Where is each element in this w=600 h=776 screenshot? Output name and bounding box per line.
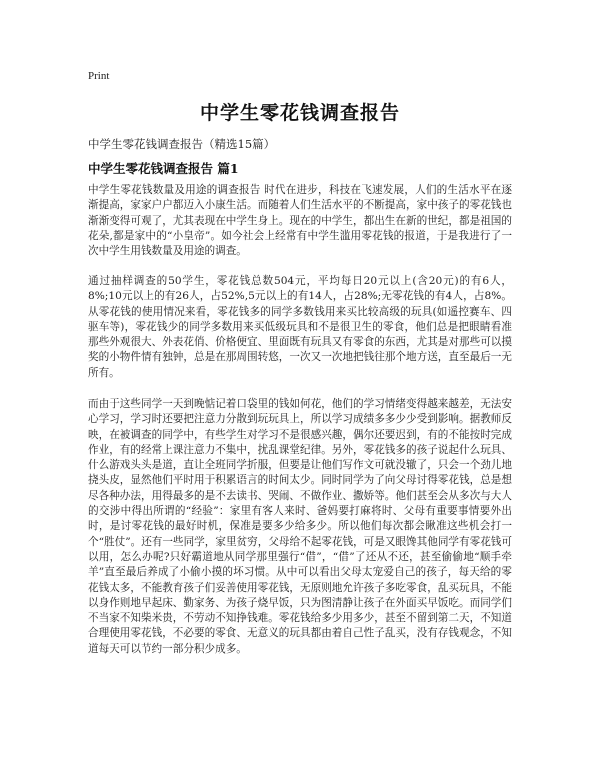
document-title: 中学生零花钱调查报告 bbox=[199, 102, 400, 124]
document-subtitle: 中学生零花钱调查报告（精选15篇） bbox=[88, 137, 276, 151]
section-heading: 中学生零花钱调查报告 篇1 bbox=[88, 161, 239, 176]
paragraph-analysis: 而由于这些同学一天到晚惦记着口袋里的钱如何花，他们的学习情绪变得越来越差，无法安心学习，学习时还要把注意力分散到玩玩具上，所以学习成绩多多少少受到影响。据教师反映，在被调查的同学中，有些学生对学习不是很感兴趣，偶尔还要迟到，有的不能按时完成作业，有的经常上课注意力不集中，扰乱课堂纪律。另外，零花钱多的孩子说起什么玩具、什么游戏头头是道，直让全班同学折服，但要是让他们写作文可就没辙了，只会一个劲儿地挠头皮，显然他们平时用于积累语言的时间太少。同时同学为了向父母讨得零花钱，总是想尽各种办法，用得最多的是不去读书、哭闹、不做作业、撒娇等。他们甚至会从多次与大人的交涉中得出所谓的“经验”：家里有客人来时、爸妈要打麻将时、父母有重要事情要外出时，是讨零花钱的最好时机，保准是要多少给多少。所以他们每次都会瞅准这些机会打一个“胜仗”。还有一些同学，家里贫穷，父母给不起零花钱，可是又眼馋其他同学有零花钱可以用，怎么办呢?只好霸道地从同学那里强行“借”，“借”了还从不还，甚至偷偷地“顺手牵羊”直至最后养成了小偷小摸的坏习惯。从中可以看出父母太宠爱自己的孩子，每天给的零花钱太多，不能教育孩子们妥善使用零花钱，无原则地允许孩子多吃零食，乱买玩具，不能以身作则地早起床、勤家务、为孩子烧早饭，只为图清静让孩子在外面买早饭吃。而同学们不当家不知柴米贵，不劳动不知挣钱难。零花钱给多少用多少，甚至不留到第二天，不知道合理使用零花钱，不必要的零食、无意义的玩具都由着自己性子乱买，没有存钱观念，不知道每天可以节约一部分积少成多。 bbox=[88, 398, 512, 655]
paragraph-survey-results: 通过抽样调查的50学生，零花钱总数504元，平均每日20元以上(含20元)的有6人，8%;10元以上的有26人，占52%,5元以上的有14人，占28%;无零花钱的有4人，占8%。从零花钱的使用情况来看，零花钱多的同学多数钱用来买比较高级的玩具(如遥控赛车、四驱车等)，零花钱少的同学多数用来买低级玩具和不是很卫生的零食，他们总是把眼睛看准那些外观很大、外表花俏、价格便宜、里面既有玩具又有零食的东西，尤其是对那些可以摸奖的小物件情有独钟，总是在那周围转悠，一次又一次地把钱往那个地方送，直至最后一无所有。 bbox=[88, 275, 512, 379]
print-label[interactable]: Print bbox=[88, 70, 110, 82]
paragraph-intro: 中学生零花钱数量及用途的调查报告 时代在进步，科技在飞速发展，人们的生活水平在逐渐提高，家家户户都迈入小康生活。而随着人们生活水平的不断提高，家中孩子的零花钱也渐渐变得可观了，尤其表现在中学生身上。现在的中学生，都出生在新的世纪，都是祖国的花朵,都是家中的“小皇帝”。如今社会上经常有中学生滥用零花钱的报道，于是我进行了一次中学生用钱数量及用途的调查。 bbox=[88, 184, 512, 258]
